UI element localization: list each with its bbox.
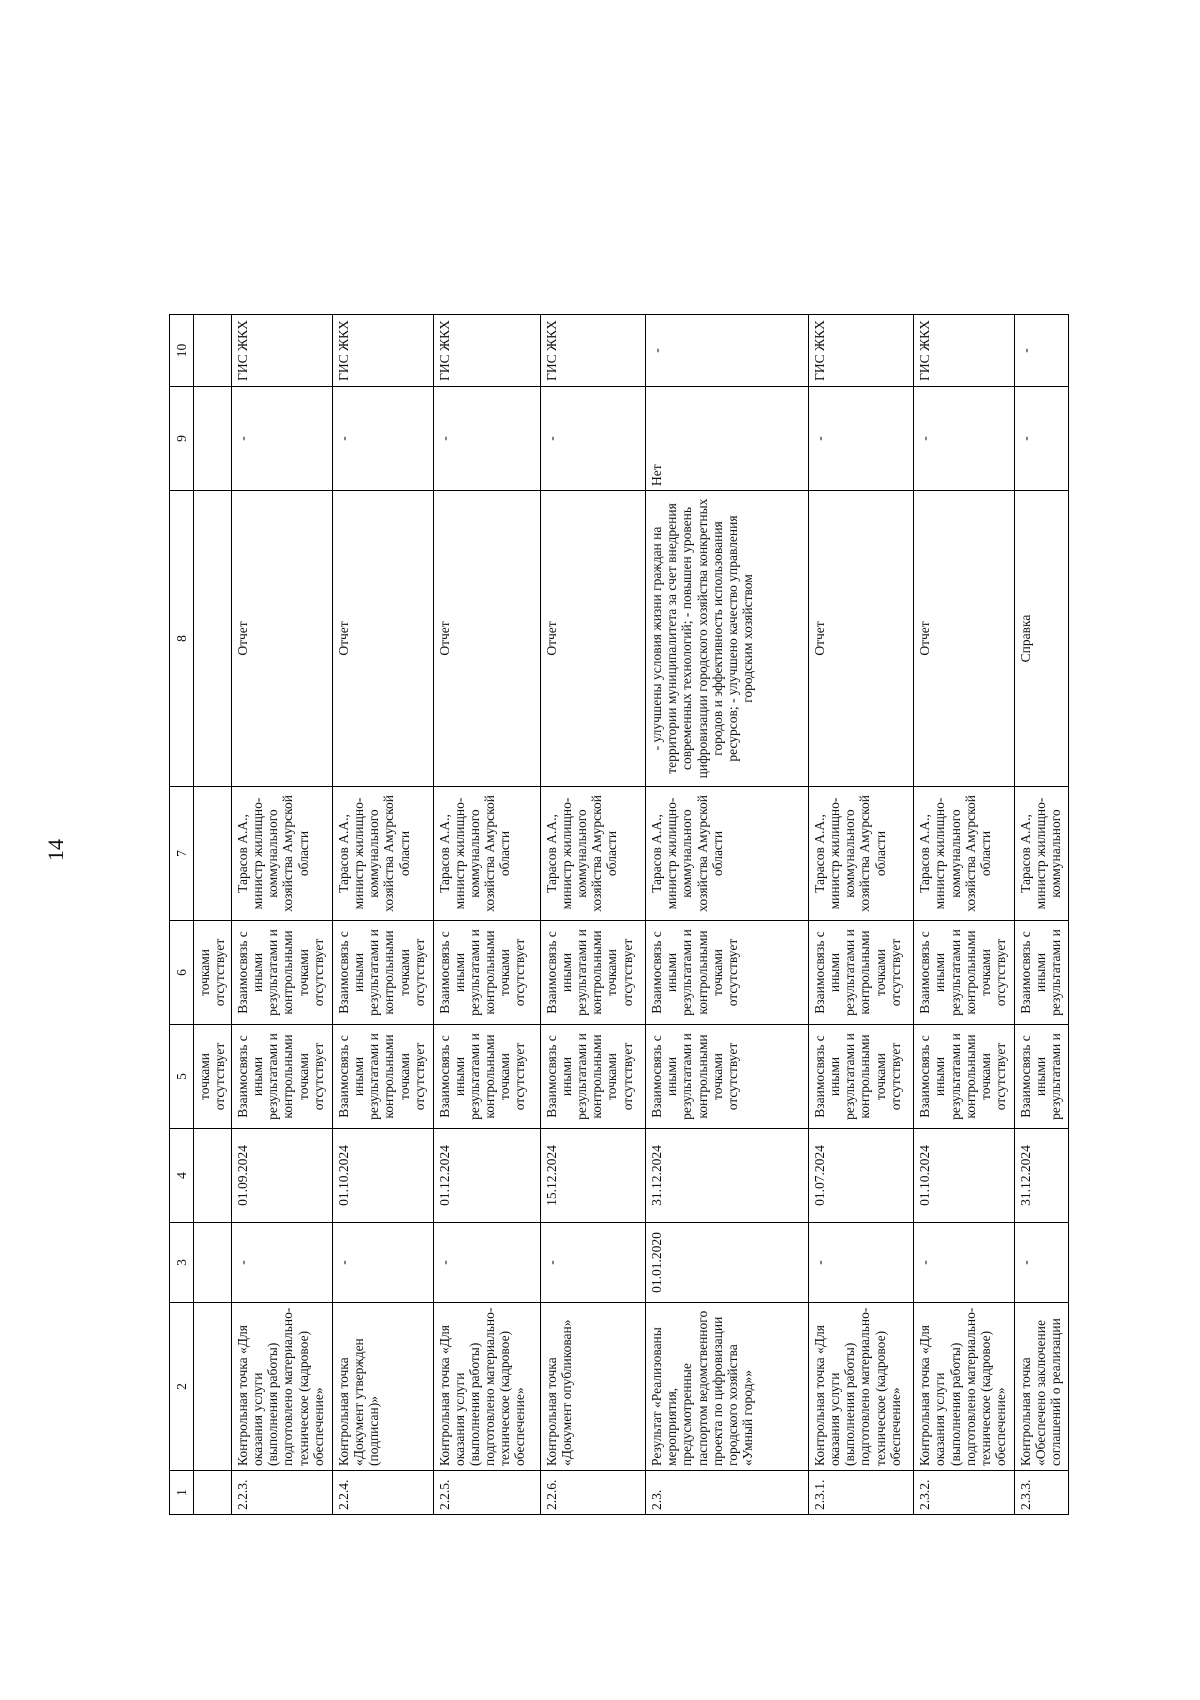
responsible-cell: Тарасов А.А., министр жилищно-коммунального хозяйства Амурской области [541,787,646,921]
end-date-cell: 31.12.2024 [1014,1129,1068,1223]
end-date-cell: 01.07.2024 [809,1129,914,1223]
system-cell: - [1014,315,1068,387]
document-cell: Отчет [809,491,914,787]
start-date-cell: - [1014,1223,1068,1303]
end-date-cell: 01.10.2024 [914,1129,1015,1223]
relation-cell: Взаимосвязь с иными результатами и контрольными точками отсутствует [433,921,540,1025]
table-row [646,315,809,1515]
column-number: 3 [170,1223,194,1303]
flag-cell: Нет [646,387,809,491]
row-number-cell: 2.3.1. [809,1471,914,1515]
document-cell: Отчет [541,491,646,787]
relation-cell: Взаимосвязь с иными результатами и контрольными точками отсутствует [232,921,333,1025]
column-number: 4 [170,1129,194,1223]
table-row [914,315,1015,1515]
table-cell [193,787,231,921]
flag-cell: - [333,387,434,491]
responsible-cell: Тарасов А.А., министр жилищно-коммунального хозяйства Амурской области [809,787,914,921]
name-cell: Контрольная точка «Обеспечено заключение соглашений о реализации [1014,1303,1068,1471]
column-number: 6 [170,921,194,1025]
table-row [809,315,914,1515]
column-numbers-row [170,315,194,1515]
row-number-cell: 2.2.4. [333,1471,434,1515]
table-cell [193,387,231,491]
system-cell: ГИС ЖКХ [232,315,333,387]
relation-cell: Взаимосвязь с иными результатами и контрольными точками отсутствует [646,1025,809,1129]
table-row [1014,315,1068,1515]
document-cell: Отчет [914,491,1015,787]
start-date-cell: - [333,1223,434,1303]
relation-cell: Взаимосвязь с иными результатами и контрольными точками отсутствует [333,921,434,1025]
document-cell: Справка [1014,491,1068,787]
end-date-cell: 01.12.2024 [433,1129,540,1223]
row-number-cell: 2.3.3. [1014,1471,1068,1515]
relation-cell: Взаимосвязь с иными результатами и контрольными точками отсутствует [809,921,914,1025]
row-number-cell: 2.3.2. [914,1471,1015,1515]
column-number: 10 [170,315,194,387]
system-cell: ГИС ЖКХ [433,315,540,387]
table-row [232,315,333,1515]
row-number-cell: 2.2.5. [433,1471,540,1515]
table-wrapper [169,315,1069,1515]
responsible-cell: Тарасов А.А., министр жилищно-коммунального хозяйства Амурской области [433,787,540,921]
relation-cell: Взаимосвязь с иными результатами и контрольными точками отсутствует [541,921,646,1025]
relation-cell: Взаимосвязь с иными результатами и контрольными точками отсутствует [541,1025,646,1129]
document-cell: Отчет [333,491,434,787]
column-number: 1 [170,1471,194,1515]
start-date-cell: - [914,1223,1015,1303]
start-date-cell: - [809,1223,914,1303]
flag-cell: - [914,387,1015,491]
table-cell [193,1223,231,1303]
schedule-table [169,314,1069,1515]
relation-cell: Взаимосвязь с иными результатами и [1014,1025,1068,1129]
responsible-cell: Тарасов А.А., министр жилищно-коммунального хозяйства Амурской области [914,787,1015,921]
page-number: 14 [43,839,68,861]
responsible-cell: Тарасов А.А., министр жилищно-коммунального [1014,787,1068,921]
relation-cell: Взаимосвязь с иными результатами и контрольными точками отсутствует [914,921,1015,1025]
row-number-cell: 2.3. [646,1471,809,1515]
document-cell: Отчет [433,491,540,787]
name-cell: Результат «Реализованы мероприятия, предусмотренные паспортом ведомственного проекта по цифровизации городского хозяйства «Умный город»» [646,1303,809,1471]
end-date-cell: 01.09.2024 [232,1129,333,1223]
row-number-cell: 2.2.3. [232,1471,333,1515]
flag-cell: - [232,387,333,491]
start-date-cell: 01.01.2020 [646,1223,809,1303]
relation-cell: Взаимосвязь с иными результатами и контрольными точками отсутствует [809,1025,914,1129]
system-cell: ГИС ЖКХ [809,315,914,387]
responsible-cell: Тарасов А.А., министр жилищно-коммунального хозяйства Амурской области [232,787,333,921]
column-number: 2 [170,1303,194,1471]
end-date-cell: 01.10.2024 [333,1129,434,1223]
flag-cell: - [541,387,646,491]
flag-cell: - [809,387,914,491]
flag-cell: - [1014,387,1068,491]
relation-cell: Взаимосвязь с иными результатами и контрольными точками отсутствует [646,921,809,1025]
relation-cell: Взаимосвязь с иными результатами и [1014,921,1068,1025]
relation-cell: Взаимосвязь с иными результатами и контрольными точками отсутствует [333,1025,434,1129]
name-cell: Контрольная точка «Для оказания услуги (выполнения работы) подготовлено материально-техническое (кадровое) обеспечение» [232,1303,333,1471]
name-cell: Контрольная точка «Для оказания услуги (выполнения работы) подготовлено материально-техническое (кадровое) обеспечение» [433,1303,540,1471]
row-number-cell: 2.2.6. [541,1471,646,1515]
system-cell: ГИС ЖКХ [914,315,1015,387]
name-cell: Контрольная точка «Для оказания услуги (выполнения работы) подготовлено материально-техническое (кадровое) обеспечение» [914,1303,1015,1471]
column-number: 5 [170,1025,194,1129]
end-date-cell: 31.12.2024 [646,1129,809,1223]
continuation-cell: точками отсутствует [193,921,231,1025]
relation-cell: Взаимосвязь с иными результатами и контрольными точками отсутствует [232,1025,333,1129]
name-cell: Контрольная точка «Документ опубликован» [541,1303,646,1471]
table-row [541,315,646,1515]
table-row [433,315,540,1515]
start-date-cell: - [232,1223,333,1303]
column-number: 7 [170,787,194,921]
column-number: 8 [170,491,194,787]
responsible-cell: Тарасов А.А., министр жилищно-коммунального хозяйства Амурской области [333,787,434,921]
system-cell: ГИС ЖКХ [333,315,434,387]
column-number: 9 [170,387,194,491]
continuation-row [193,315,231,1515]
table-cell [193,1129,231,1223]
system-cell: - [646,315,809,387]
system-cell: ГИС ЖКХ [541,315,646,387]
table-body [232,315,1069,1515]
table-cell [193,491,231,787]
end-date-cell: 15.12.2024 [541,1129,646,1223]
table-cell [193,315,231,387]
start-date-cell: - [433,1223,540,1303]
relation-cell: Взаимосвязь с иными результатами и контрольными точками отсутствует [433,1025,540,1129]
table-row [333,315,434,1515]
responsible-cell: Тарасов А.А., министр жилищно-коммунального хозяйства Амурской области [646,787,809,921]
continuation-cell: точками отсутствует [193,1025,231,1129]
table-cell [193,1471,231,1515]
name-cell: Контрольная точка «Для оказания услуги (выполнения работы) подготовлено материально-техническое (кадровое) обеспечение» [809,1303,914,1471]
table-cell [193,1303,231,1471]
document-cell: - улучшены условия жизни граждан на территории муниципалитета за счет внедрения современных технологий; - повышен уровень цифровизации городского хозяйства конкретных городов и эффективность использования ресурсов; - улучшено качество управления городским хозяйством [646,491,809,787]
relation-cell: Взаимосвязь с иными результатами и контрольными точками отсутствует [914,1025,1015,1129]
flag-cell: - [433,387,540,491]
start-date-cell: - [541,1223,646,1303]
document-cell: Отчет [232,491,333,787]
name-cell: Контрольная точка «Документ утвержден (подписан)» [333,1303,434,1471]
